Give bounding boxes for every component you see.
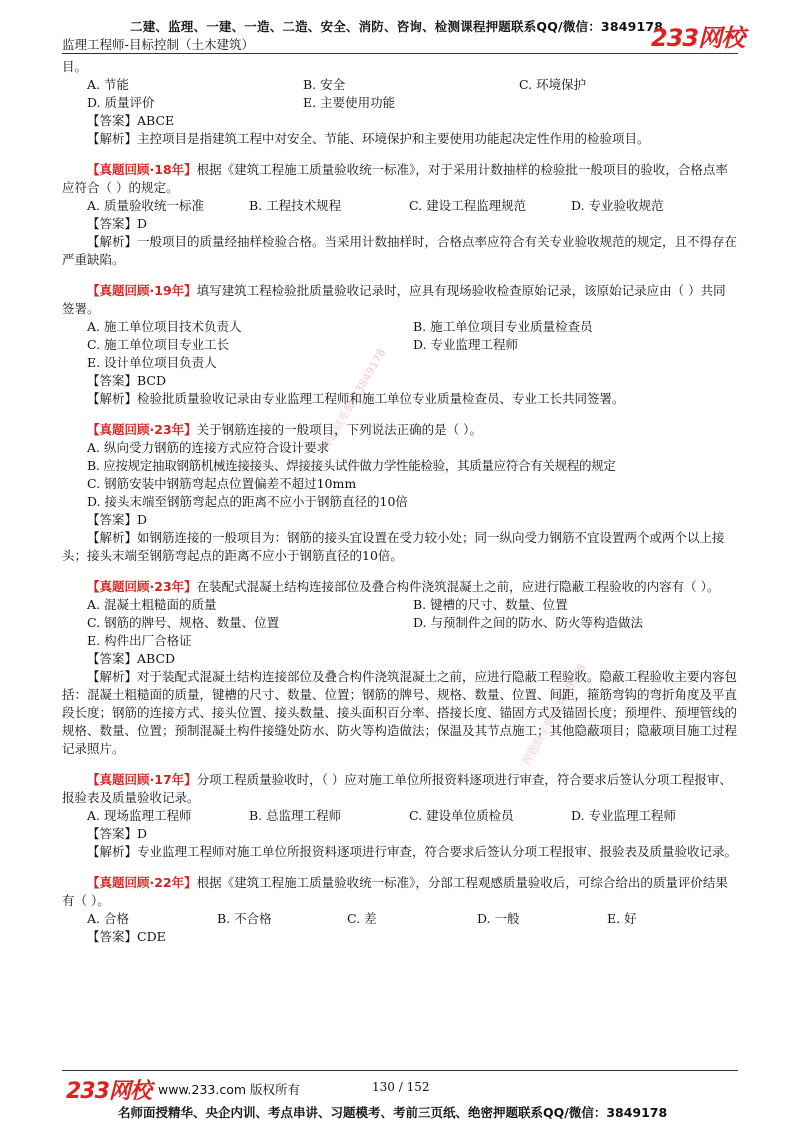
options-row [62,614,738,632]
options-row [62,318,738,336]
question-continuation: 目。 [62,59,88,74]
option: B. 应按规定抽取钢筋机械连接接头、焊接接头试件做力学性能检验，其质量应符合有关规程的规定 [87,458,616,473]
answer: 【答案】CDE [87,929,166,944]
analysis: 【解析】主控项目是指建筑工程中对安全、节能、环境保护和主要使用功能起决定性作用的检验项目。 [87,131,650,146]
option: A. 现场监理工程师 [87,808,192,823]
question-text: 根据《建筑工程施工质量验收统一标准》，对于采用计数抽样的检验批一般项目的验收，合格点率应符合（ ）的规定。 [62,162,728,195]
option: E. 好 [607,911,637,926]
options-row [62,354,738,372]
option: E. 构件出厂合格证 [87,633,192,648]
option: C. 钢筋的牌号、规格、数量、位置 [87,615,280,630]
option: C. 建设单位质检员 [409,808,514,823]
question-text: 在装配式混凝土结构连接部位及叠合构件浇筑混凝土之前，应进行隐蔽工程验收的内容有（ ）。 [196,579,720,594]
question-text: 分项工程质量验收时，（ ）应对施工单位所报资料逐项进行审查，符合要求后签认分项工程报审、报验表及质量验收记录。 [62,772,732,805]
header-divider [62,53,738,54]
options-row [62,807,738,825]
question-stem [62,282,738,318]
option: D. 专业验收规范 [571,198,664,213]
option: D. 质量评价 [87,95,155,110]
analysis: 【解析】一般项目的质量经抽样检验合格。当采用计数抽样时，合格点率应符合有关专业验收规范的规定，且不得存在严重缺陷。 [62,234,738,267]
header-subject: 监理工程师-目标控制（土木建筑） [62,37,255,52]
question-tag: 【真题回顾·22年】 [87,875,197,890]
answer: 【答案】BCD [87,373,167,388]
option: A. 纵向受力钢筋的连接方式应符合设计要求 [87,440,329,455]
question-tag: 【真题回顾·23年】 [87,422,197,437]
option: E. 主要使用功能 [303,95,396,110]
watermark: 押题联系微信3849178 [319,346,389,453]
options-row [62,632,738,650]
option: D. 专业监理工程师 [413,337,519,352]
header-contact-line: 二建、监理、一建、一造、二造、安全、消防、咨询、检测课程押题联系QQ/微信：3849178 [130,19,664,34]
analysis: 【解析】检验批质量验收记录由专业监理工程师和施工单位专业质量检查员、专业工长共同签署。 [87,391,625,406]
option: A. 质量验收统一标准 [87,198,204,213]
footer-logo: 233网校 [66,1079,151,1104]
answer: 【答案】D [87,216,148,231]
options-row [62,336,738,354]
option: B. 工程技术规程 [249,198,342,213]
question-text: 填写建筑工程检验批质量验收记录时，应具有现场验收检查原始记录，该原始记录应由（ ）共同签署。 [62,283,726,316]
options-row [62,596,738,614]
answer: 【答案】D [87,512,148,527]
analysis: 【解析】如钢筋连接的一般项目为：钢筋的接头宜设置在受力较小处；同一纵向受力钢筋不宜设置两个或两个以上接头；接头末端至钢筋弯起点的距离不应小于钢筋直径的10倍。 [62,530,725,563]
footer-divider [62,1070,738,1071]
option: B. 不合格 [217,911,272,926]
option: A. 节能 [87,77,129,92]
option: C. 差 [347,911,377,926]
question-tag: 【真题回顾·23年】 [87,579,197,594]
options-row [62,197,738,215]
answer: 【答案】D [87,826,148,841]
question-text: 根据《建筑工程施工质量验收统一标准》，分部工程观感质量验收后，可综合给出的质量评价结果有（ ）。 [62,875,728,908]
page-header [0,0,800,60]
option: D. 专业监理工程师 [571,808,677,823]
answer: 【答案】ABCE [87,113,175,128]
question-tag: 【真题回顾·17年】 [87,772,197,787]
brand-logo: 233网校 [651,24,745,52]
option: C. 环境保护 [519,77,587,92]
footer-site: www.233.com 版权所有 [158,1082,300,1097]
option: A. 混凝土粗糙面的质量 [87,597,217,612]
analysis: 【解析】对于装配式混凝土结构连接部位及叠合构件浇筑混凝土之前，应进行隐蔽工程验收。隐蔽工程验收主要内容包括：混凝土粗糙面的质量，键槽的尺寸、数量、位置；钢筋的牌号、规格、数量、位置、间距，箍筋弯钩的弯折角度及平直段长度；钢筋的连接方式、接头位置、接头数量、接头面积百分率、搭接长度、锚固方式及锚固长度；预埋件、预埋管线的规格、数量、位置；预制混凝土构件接缝处防水、防火等构造做法；保温及其节点施工；其他隐蔽项目；隐蔽项目施工过程记录照片。 [62,669,738,756]
options-row [62,94,738,112]
options-row [62,76,738,94]
option: E. 设计单位项目负责人 [87,355,217,370]
question-stem [62,421,738,439]
option: A. 合格 [87,911,129,926]
option: D. 与预制件之间的防水、防火等构造做法 [413,615,644,630]
option: D. 接头末端至钢筋弯起点的距离不应小于钢筋直径的10倍 [87,494,408,509]
option: A. 施工单位项目技术负责人 [87,319,242,334]
option: D. 一般 [477,911,520,926]
option: C. 建设工程监理规范 [409,198,527,213]
option: B. 总监理工程师 [249,808,342,823]
question-stem [62,578,738,596]
question-tag: 【真题回顾·19年】 [87,283,197,298]
option: C. 钢筋安装中钢筋弯起点位置偏差不超过10mm [87,476,357,491]
page-number: 130 / 152 [372,1080,430,1094]
question-stem [62,874,738,910]
question-tag: 【真题回顾·18年】 [87,162,197,177]
question-stem [62,771,738,807]
footer-promo: 名师面授精华、央企内训、考点串讲、习题模考、考前三页纸、绝密押题联系QQ/微信：3849178 [118,1105,668,1120]
document-body [62,58,738,946]
watermark: 押题联系微信3849178 [519,661,589,768]
option: B. 施工单位项目专业质量检查员 [413,319,593,334]
analysis: 【解析】专业监理工程师对施工单位所报资料逐项进行审查，符合要求后签认分项工程报审、报验表及质量验收记录。 [87,844,738,859]
option: C. 施工单位项目专业工长 [87,337,230,352]
option: B. 键槽的尺寸、数量、位置 [413,597,568,612]
options-row [62,910,738,928]
option: B. 安全 [303,77,346,92]
question-text: 关于钢筋连接的一般项目，下列说法正确的是（ ）。 [196,422,482,437]
answer: 【答案】ABCD [87,651,176,666]
question-stem [62,161,738,197]
